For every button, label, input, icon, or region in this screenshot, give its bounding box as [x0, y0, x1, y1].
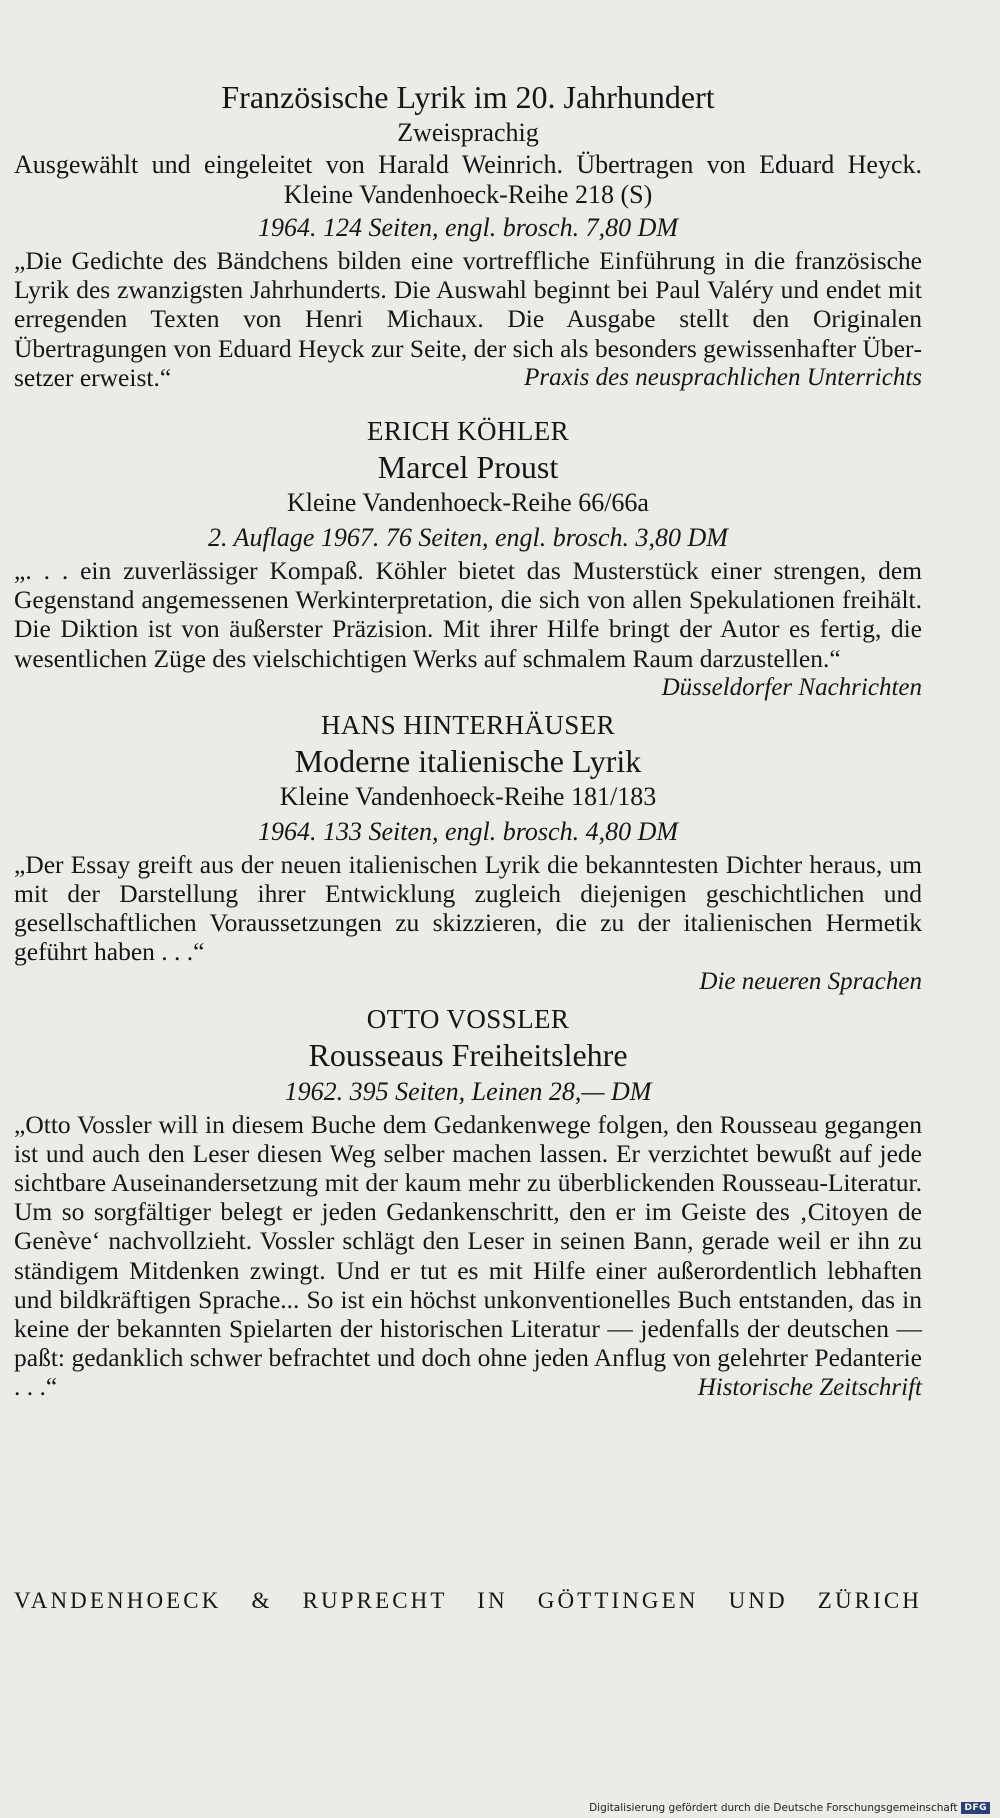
book-publication-info: 1964. 124 Seiten, engl. brosch. 7,80 DM	[257, 213, 679, 242]
page-content	[14, 78, 922, 1402]
digitization-footer	[589, 1802, 990, 1814]
book-entry	[14, 78, 922, 392]
footer-text: Digitalisierung gefördert durch die Deutsche Forschungsgemeinschaft	[589, 1802, 958, 1814]
book-series: Kleine Vandenhoeck-Reihe 66/66a	[287, 488, 649, 518]
review-quote: „. . . ein zuverlässiger Kompaß. Köhler bietet das Musterstück einer strengen, dem Gegenstand angemessenen Werkinterpretation, die sich von allen Spekulationen freihält. Die Diktion ist von äußerster Präzision. Mit ihrer Hilfe bringt der Autor es fertig, die wesentlichen Züge des vielschichtigen Werks auf schmalem Raum darzustellen.“	[14, 556, 922, 673]
book-publication-info: 2. Auflage 1967. 76 Seiten, engl. brosch. 3,80 DM	[208, 523, 728, 553]
book-entry	[14, 414, 922, 702]
book-publication-info: 1962. 395 Seiten, Leinen 28,— DM	[284, 1076, 652, 1106]
review-quote: „Otto Vossler will in diesem Buche dem Gedankenwege folgen, den Rousseau gegangen ist und auch den Leser diesen Weg selber machen lassen. Er verzichtet bewußt auf jede sichtbare Auseinandersetzung mit der kaum mehr zu überblickenden Rousseau-Literatur. Um so sorgfältiger belegt er jeden Gedankenschritt, den er im Geiste des ‚Citoyen de Genève‘ nachvollzieht. Vossler schlägt den Leser in seinen Bann, gerade weil er ihn zu ständigem Mitdenken zwingt. Und er tut es mit Hilfe einer außerordentlich lebhaften und bildkräftigen Sprache... So ist ein höchst unkonventionelles Buch entstanden, das in keine der bekannten Spielarten der historischen Literatur — jedenfalls der deutschen — paßt: gedanklich schwer befrachtet und doch ohne jeden Anflug von gelehrter Pedanterie . . .“	[14, 1109, 922, 1402]
book-entry	[14, 1002, 922, 1402]
book-entry	[14, 708, 922, 996]
book-title: Marcel Proust	[377, 449, 559, 486]
book-subtitle: Zweisprachig	[397, 118, 539, 147]
review-quote: „Die Gedichte des Bändchens bilden eine vortreffliche Einführung in die französische Lyrik des zwanzigsten Jahrhunderts. Die Auswahl beginnt bei Paul Valéry und endet mit erregenden Texten von Henri Michaux. Die Ausgabe stellt den Originalen Übertragungen von Eduard Heyck zur Seite, der sich als besonders gewissenhafter Übersetzer erweist.“	[14, 246, 922, 392]
book-title: Rousseaus Freiheitslehre	[308, 1036, 628, 1073]
book-publication-info: 1964. 133 Seiten, engl. brosch. 4,80 DM	[257, 816, 679, 846]
publisher-line: VANDENHOECK & RUPRECHT IN GÖTTINGEN UND ZÜRICH	[14, 1588, 922, 1613]
book-series: Kleine Vandenhoeck-Reihe 181/183	[279, 781, 657, 811]
review-quote-block	[14, 246, 922, 392]
review-quote: „Der Essay greift aus der neuen italienischen Lyrik die bekanntesten Dichter heraus, um mit der Darstellung ihrer Entwicklung zugleich diejenigen geschichtlichen und gesellschaftlichen Voraussetzungen zu skizzieren, die zu der italienischen Hermetik geführt haben . . .“	[14, 849, 922, 967]
book-author: ERICH KÖHLER	[366, 416, 570, 447]
book-author: OTTO VOSSLER	[366, 1003, 570, 1034]
book-title: Französische Lyrik im 20. Jahrhundert	[221, 79, 715, 115]
review-source: Praxis des neusprachlichen Unterrichts	[524, 364, 922, 392]
review-source: Düsseldorfer Nachrichten	[661, 673, 922, 701]
review-source: Historische Zeitschrift	[697, 1373, 922, 1401]
book-title: Moderne italienische Lyrik	[294, 742, 642, 779]
dfg-logo-icon: DFG	[961, 1802, 990, 1814]
book-editor-info: Ausgewählt und eingeleitet von Harald Weinrich. Übertragen von Eduard Heyck. Kleine Vandenhoeck-Reihe 218 (S)	[14, 150, 922, 209]
review-source: Die neueren Sprachen	[699, 967, 922, 995]
book-author: HANS HINTERHÄUSER	[320, 709, 616, 740]
